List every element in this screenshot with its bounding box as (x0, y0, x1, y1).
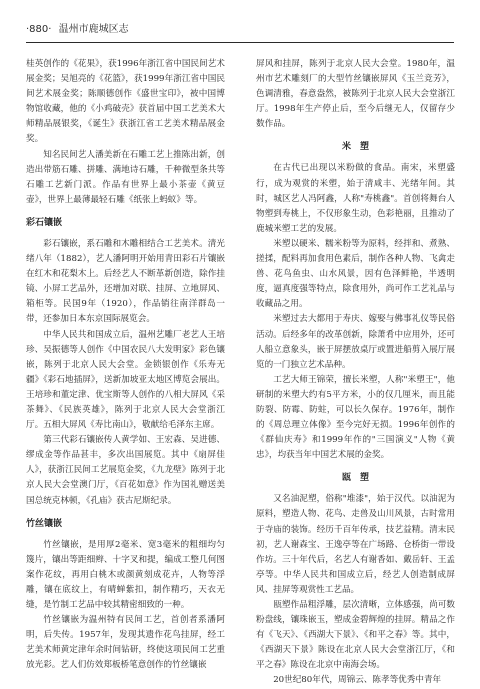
paragraph: 第三代彩石镶嵌传人黄学如、王宏森、吴进德、缪成金等作品甚丰，多次出国展览。其中《扇屏佳人》，获浙江民间工艺展览金奖，《九龙壁》陈列于北京人民大会堂澳门厅，《百花如意》作为国礼赠送美国总统克林顿，《孔庙》获古尼斯纪录。 (26, 435, 225, 506)
paragraph: 工艺大师王锦荣，擅长米塑，人称"米塑王"，他研制的米塑大约有5平方米，小的仅几厘米，而且能防裂、防霉、防蛀，可以长久保存。1976年，制作的《周总理立体像》至今完好无损。1996年创作的《群仙庆寿》和1999年作的"三国演义"人物《黄忠》，均获当年中国艺术展的金奖。 (256, 374, 455, 461)
paragraph: 竹丝镶嵌为温州特有民间工艺，首创者系潘阿明，后失传。1957年，发现其遗作花鸟挂屏，经工艺美术师黄定津年余时间钻研，终使这项民间工艺重放光彩。艺人们仿效郑板桥笔意创作的竹丝镶嵌 (26, 615, 225, 671)
paragraph: 桂英创作的《花果》，获1996年浙江省中国民间艺术展金奖；吴旭亮的《花篮》，获1999年浙江省中国民间艺术展金奖；陈顺德创作《盛世宝印》，被中国博物馆收藏，他的《小鸡破壳》获首届中国工艺美术大师精品展银奖，《诞生》获浙江省工艺美术精品展金奖。 (26, 59, 225, 145)
paragraph: 20世纪80年代，周锦云、陈孝等优秀中青年 (273, 675, 442, 686)
paragraph: 瓯塑作品粗浮雕，层次清晰，立体感强，尚可数粉盘线，镶珠嵌玉，塑成金碧辉煌的挂屏。精品之作有《飞天》、《西湖大下景》、《和平之春》等。其中，《西湖天下景》陈设在北京人民大会堂浙江厅，《和平之春》陈设在北京中南海会场。 (256, 600, 455, 671)
section-heading-mi-su: 米 塑 (341, 142, 369, 153)
right-column (256, 57, 455, 689)
paragraph: 中华人民共和国成立后，温州艺雕厂老艺人王培珍、吴振德等人创作《中国农民八大发明家》彩色镶嵌，陈列于北京人民大会堂。金锁银创作《乐寿无疆》《彩石地插屏》，送新加坡亚太地区博览会展出。王培珍和董定津、优宝斯等人创作的八相大屏风《采茶舞》、《民族英雄》，陈列于北京人民大会堂浙江厅。五相大屏风《寿比南山》，敬献给毛泽东主席。 (26, 329, 225, 431)
paragraph: 彩石镶嵌，系石雕和木雕相结合工艺美术。清光绪八年（1882），艺人潘阿明开始用青田彩石片镶嵌在红木和花梨木上。后经艺人不断革新创造，除作挂镜、小屏工艺品外，还增加对联、挂屏、立地屏风、箱柜等。民国9年（1920），作品销往南洋群岛一带，还参加日本东京国际展览会。 (26, 238, 225, 325)
paragraph: 在古代已出现以米粉做的食品。南宋，米塑盛行，成为观赏的米塑，始于清咸丰、光绪年间。其时，城区艺人冯阿鑫，人称"寿桃鑫"。首创将舞台人物塑到寿桃上，不仅形象生动，色彩艳丽，且推动了鹿城米塑工艺的发展。 (256, 163, 455, 234)
paragraph: 屏风和挂屏，陈列于北京人民大会堂。1980年，温州市艺术雕刻厂的大型竹丝镶嵌屏风《玉兰竞芳》，色调清雅，春意盎然，被陈列于北京人民大会堂浙江厅。1998年生产停止后，至今后继无人，仅留存少数作品。 (256, 59, 455, 130)
paragraph: 又名油泥塑，俗称"堆漆"，始于汉代。以油泥为原料，塑造人物、花鸟、走兽及山川风景，古时常用于寺庙的装饰。经历千百年传承，技艺益精。清末民初，艺人谢森宝、王逸亭等在广场路、仓桥街一带设作坊。三十年代后，名艺人有谢香如、戴岳轩、王孟亭等。中华人民共和国成立后，经艺人创造制成屏风、挂屏等观赏性工艺品。 (256, 494, 455, 595)
left-column (26, 57, 225, 673)
paragraph: 米塑以硬米、糯米粉等为原料，经拌和、煮熟、搓揉，配料再加食用色素后，制作各种人物、飞禽走兽、花鸟鱼虫、山水风景，因有色泽鲜艳，半透明度，逼真度强等特点，除食用外，尚可作工艺礼品与收藏品之用。 (256, 238, 455, 310)
section-heading-zhu-si-xiang-qian: 竹丝镶嵌 (26, 518, 63, 529)
section-heading-cai-shi-xiang-qian: 彩石镶嵌 (26, 217, 63, 228)
header-rule (26, 42, 454, 43)
header-separator (53, 24, 56, 35)
book-title: 温州市鹿城区志 (58, 24, 129, 35)
section-heading-ou-su: 瓯 塑 (341, 473, 369, 484)
paragraph: 米塑过去大都用于寿庆、嫁娶与佛事礼仪等民俗活动。后经多年的改革创新，除萧肴中应用外，还可人船立意象头，嵌于屏摆放桌厅或置进船剪入展厅展览的一门独立艺术品种。 (256, 314, 455, 370)
page-header (26, 23, 454, 43)
paragraph: 竹丝镶嵌，是用厚2毫米、宽3毫米的粗细均匀篾片，镶出等距细辫、十字叉和提，编成工整几何图案作花纹，再用白桃木或颜黄刻成花卉，人物等浮雕，镶在底纹上，有晴蝉紫扣，制作精巧，天衣无缝，是竹制工艺品中较其精密细致的一种。 (26, 539, 225, 610)
page-number: ·880· (26, 24, 52, 35)
paragraph: 知名民间艺人潘美新在石雕工艺上推陈出新，创造出带筋石雕、拼雕、满地诗石雕，千种微型条共等石雕工艺新门派。作品有世界上最小茶壶《黄豆壶》，世界上最薄最轻石雕《纸张上蚂蚁》等。 (26, 149, 225, 205)
